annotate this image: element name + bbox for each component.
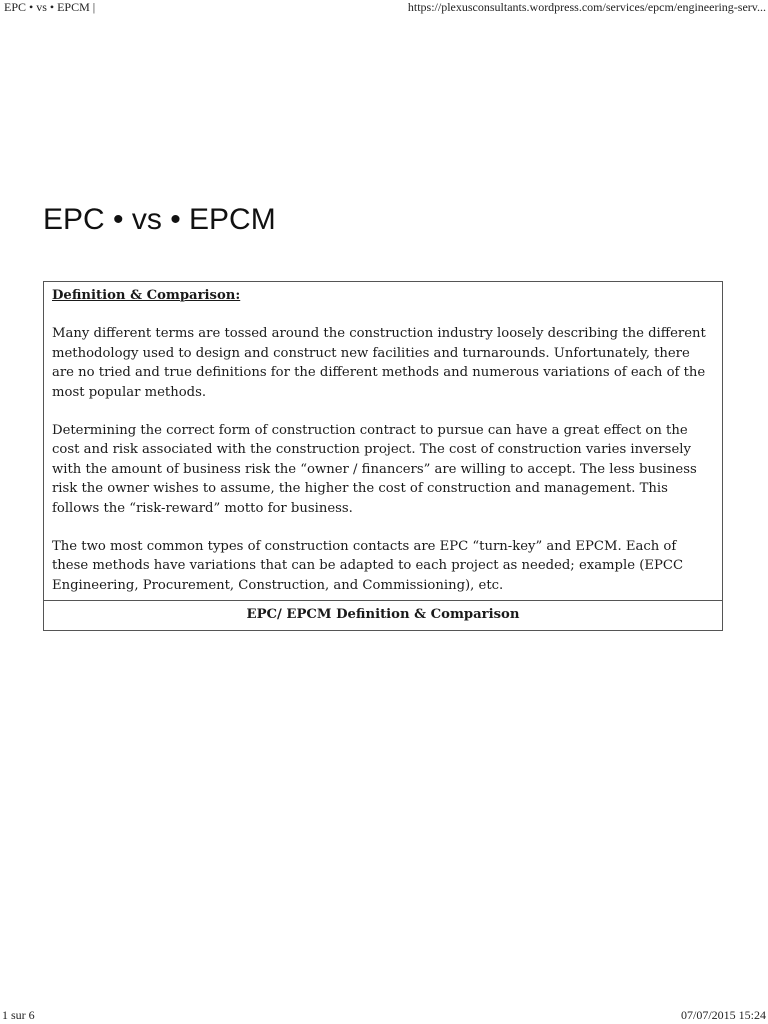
table-caption: EPC/ EPCM Definition & Comparison [246, 607, 520, 623]
paragraph-contract-form: Determining the correct form of construction contract to pursue can have a great effect on the cost and risk associated with the construction project. The cost of construction varies inversely with the amount of business risk the “owner / financers” are willing to accept. The less business risk the owner wishes to assume, the higher the cost of construction and management. This follows the “risk-reward” motto for business. [52, 423, 697, 516]
definition-cell [44, 282, 722, 601]
print-header-url[interactable]: https://plexusconsultants.wordpress.com/services/epcm/engineering-serv... [407, 0, 766, 14]
definition-table [43, 281, 723, 631]
paragraph-intro: Many different terms are tossed around the construction industry loosely describing the different methodology used to design and construct new facilities and turnarounds. Unfortunately, there are no tried and true definitions for the different methods and numerous variations of each of the most popular methods. [52, 326, 706, 400]
print-header-title: EPC • vs • EPCM | [4, 0, 96, 14]
print-footer-page-number: 1 sur 6 [2, 1008, 35, 1022]
print-footer-timestamp: 07/07/2015 15:24 [680, 1008, 766, 1022]
page-title: EPC • vs • EPCM [43, 203, 276, 236]
paragraph-contract-types: The two most common types of construction contacts are EPC “turn-key” and EPCM. Each of these methods have variations that can be adapted to each project as needed; example (EPCC Engineering, Procurement, Construction, and Commissioning), etc. [52, 539, 684, 593]
section-heading: Definition & Comparison: [52, 288, 241, 303]
